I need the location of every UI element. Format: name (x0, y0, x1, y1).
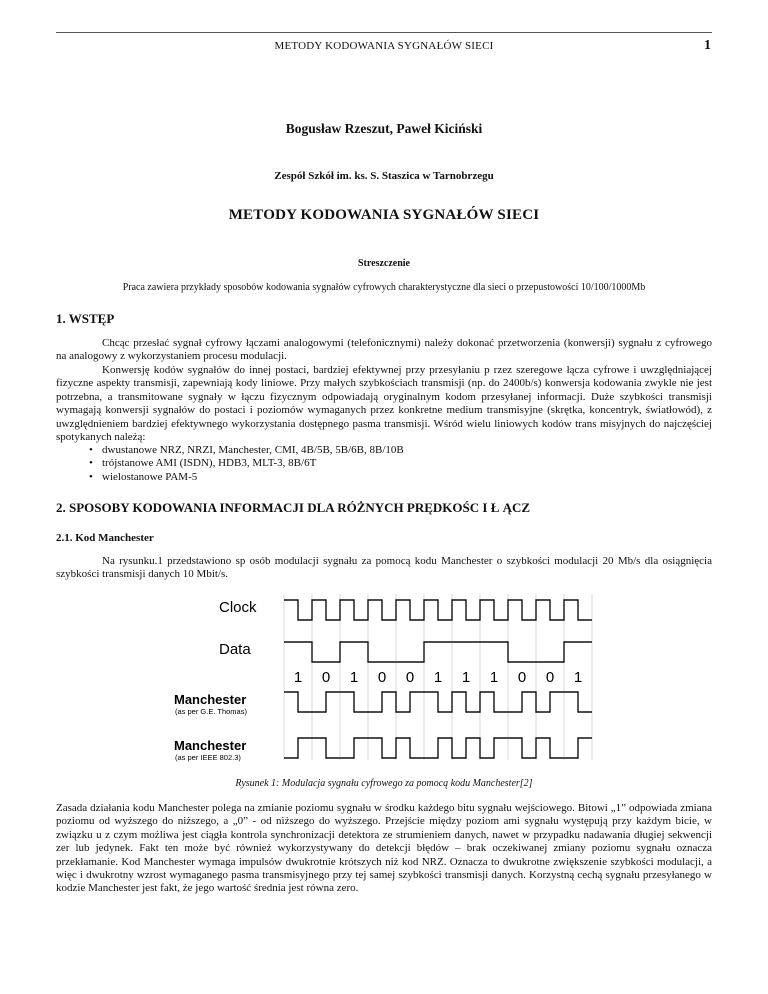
data-label: Data (219, 641, 251, 658)
affiliation: Zespół Szkół im. ks. S. Staszica w Tarnobrzegu (274, 170, 494, 182)
subsection-2-1-heading: 2.1. Kod Manchester (56, 532, 154, 544)
manchester-thomas-note: (as per G.E. Thomas) (175, 707, 247, 716)
bit-label: 0 (321, 669, 331, 686)
bullet-icon: • (89, 457, 93, 470)
list-item: • wielostanowe PAM-5 (89, 470, 198, 483)
bit-label: 1 (433, 669, 443, 686)
abstract-text: Praca zawiera przykłady sposobów kodowania sygnałów cyfrowych charakterystyczne dla sieci o przepustowości 10/100/1000Mb (122, 282, 646, 293)
clock-waveform (284, 600, 592, 620)
section-1-heading: 1. WSTĘP (56, 311, 115, 326)
bit-labels (294, 669, 582, 686)
subsection-2-1-body: Zasada działania kodu Manchester polega na zmianie poziomu sygnału w środku każdego bitu sygnału wejściowego. Bitowi „1” odpowiada zmiana poziomu od wyższego do niższego, a „0” - od niższego do wyższego. Przejście między poziom ami sygnału występują przy każdym bicie, w związku u z czym możliwa jest ciągła kontrola synchronizacji detektora ze strumieniem danych, nawet w przypadku nadawania długiej sekwencji zer lub jedynek. Fakt ten może być również wykorzystywany do detekcji błędów – brak oczekiwanej zmiany poziomu sygnału oznacza przekłamanie. Kod Manchester wymaga impulsów dwukrotnie krótszych niż kod NRZ. Oznacza to dwukrotne zwiększenie szybkości modulacji, a więc i dwukrotny wzrost wymaganego pasma transmisyjnego przy tej samej szybkości transmisji danych. Korzystną cechą sygnału przesyłanego w kodzie Manchester jest fakt, że jego wartość średnia jest równa zero. (56, 802, 712, 895)
bit-label: 1 (293, 669, 303, 686)
bit-label: 1 (461, 669, 471, 686)
bit-label: 0 (405, 669, 415, 686)
paper-title: METODY KODOWANIA SYGNAŁÓW SIECI (228, 207, 540, 223)
section-2-heading: 2. SPOSOBY KODOWANIA INFORMACJI DLA RÓŻNYCH PRĘDKOŚC I Ł ĄCZ (56, 500, 531, 515)
subsection-2-1-intro: Na rysunku.1 przedstawiono sp osób modulacji sygnału za pomocą kodu Manchester o szybkości modulacji 20 Mb/s dla osiągnięcia szybkości transmisji danych 10 Mbit/s. (56, 555, 712, 581)
bullet-icon: • (89, 470, 93, 483)
bullet-icon: • (89, 444, 93, 456)
manchester-ieee-note: (as per IEEE 802.3) (175, 753, 241, 762)
bit-label: 1 (489, 669, 499, 686)
manchester-thomas-waveform (284, 692, 592, 712)
list-item: • dwustanowe NRZ, NRZI, Manchester, CMI, 4B/5B, 5B/6B, 8B/10B (89, 444, 404, 456)
bit-label: 0 (517, 669, 527, 686)
list-item: • trójstanowe AMI (ISDN), HDB3, MLT-3, 8B/6T (89, 457, 317, 470)
bit-label: 1 (573, 669, 583, 686)
bit-label: 1 (349, 669, 359, 686)
clock-label: Clock (219, 599, 257, 616)
bit-label: 0 (377, 669, 387, 686)
manchester-ieee-label: Manchester (174, 738, 247, 753)
code-list (56, 444, 712, 484)
figure-caption: Rysunek 1: Modulacja sygnału cyfrowego za pomocą kodu Manchester[2] (235, 778, 533, 789)
abstract-heading: Streszczenie (357, 258, 410, 269)
manchester-ieee-waveform (284, 738, 592, 758)
header-rule (56, 32, 712, 33)
section-1-paragraph-2: Konwersję kodów sygnałów do innej postaci, bardziej efektywnej przy przesyłaniu p rzez szeregowe łącza cyfrowe i uwzględniającej fizyczne aspekty transmisji, zapewniają kody liniowe. Przy małych szybkościach transmisji (np. do 2400b/s) konwersja kodowania zwykle nie jest potrzebna, a transmitowane sygnały w łączu fizycznym odpowiadają oryginalnym kodom przesyłanej informacji. Duże szybkości transmisji wymagają konwersji sygnałów do postaci i poziomów wymaganych przez konkretne medium transmisyjne (skrętka, koncentryk, światłowód), z uwzględnieniem bardziej efektywnego wykorzystania dostępnego pasma transmisji. Wśród wielu liniowych kodów trans misyjnych do najczęściej spotykanych należą: (56, 364, 712, 444)
page-number: 1 (704, 38, 711, 53)
running-title: METODY KODOWANIA SYGNAŁÓW SIECI (274, 40, 494, 52)
authors: Bogusław Rzeszut, Paweł Kiciński (285, 121, 483, 136)
manchester-figure (172, 590, 596, 762)
manchester-thomas-label: Manchester (174, 692, 247, 707)
section-1-paragraph-1: Chcąc przesłać sygnał cyfrowy łączami analogowymi (telefonicznymi) należy dokonać przetworzenia (konwersji) sygnału z cyfrowego na analogowy z wykorzystaniem procesu modulacji. (56, 337, 712, 363)
data-waveform (284, 642, 592, 662)
bit-label: 0 (545, 669, 555, 686)
